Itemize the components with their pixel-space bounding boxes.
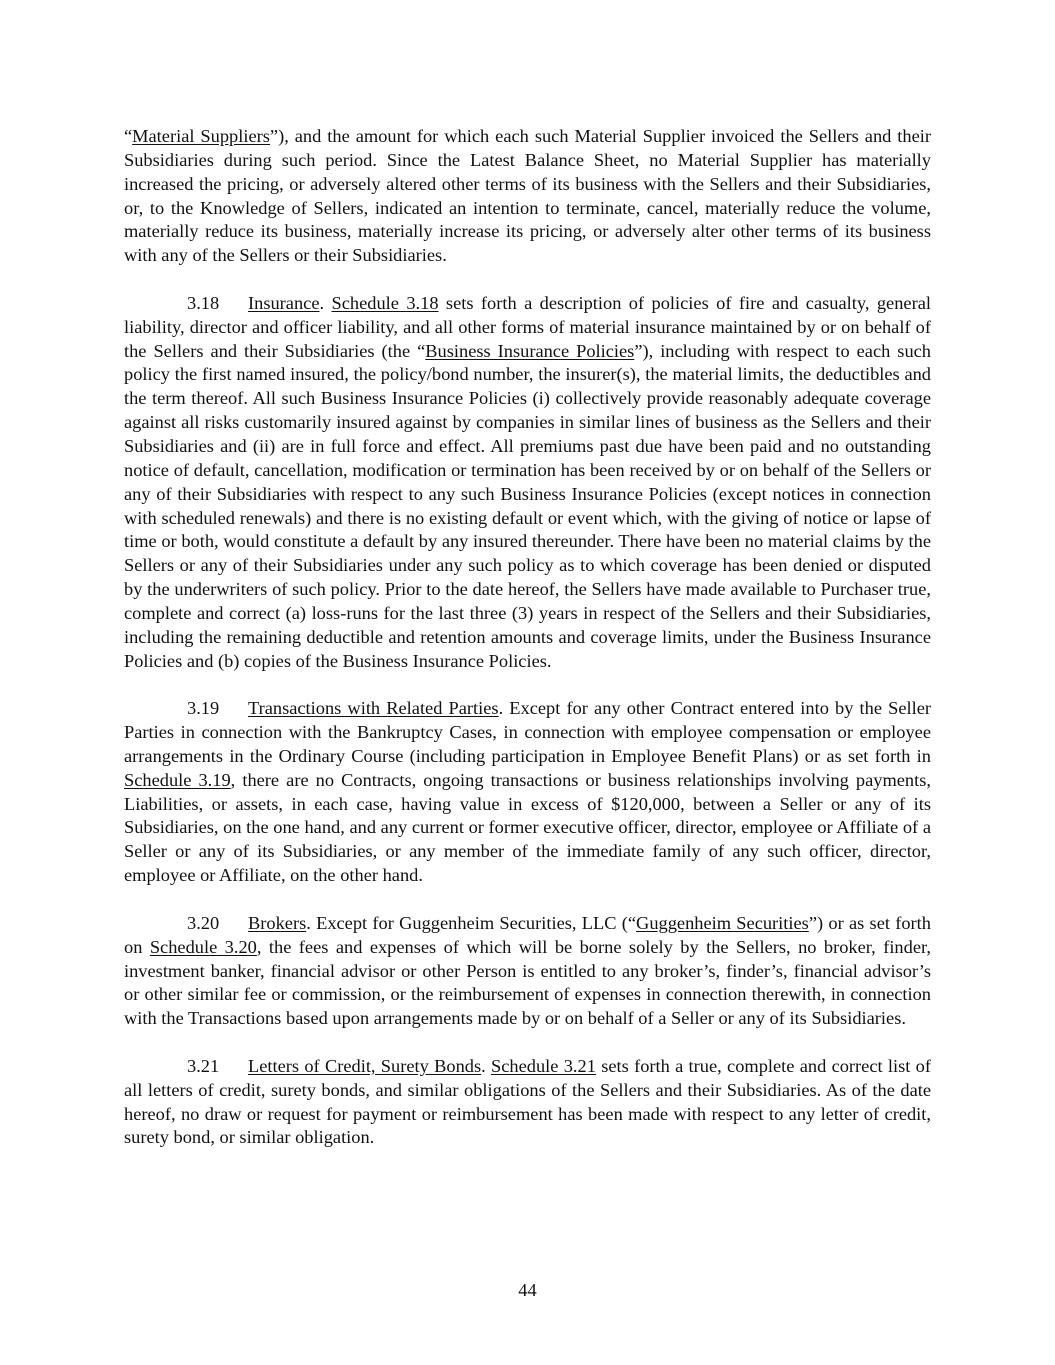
section-text: ”), including with respect to each such policy the first named insured, the policy/bond number, the insurer(s), the material limits, the deductibles and the term thereof. All such Business Insurance Policies (i) collectively provide reasonably adequate coverage against all risks customarily insured against by companies in similar lines of business as the Sellers and their Subsidiaries and (ii) are in full force and effect. All premiums past due have been paid and no outstanding notice of default, cancellation, modification or termination has been received by or on behalf of the Sellers or any of their Subsidiaries with respect to any such Business Insurance Policies (except notices in connection with scheduled renewals) and there is no existing default or event which, with the giving of notice or lapse of time or both, would constitute a default by any insured thereunder. There have been no material claims by the Sellers or any of their Subsidiaries under any such policy as to which coverage has been denied or disputed by the underwriters of such policy. Prior to the date hereof, the Sellers have made available to Purchaser true, complete and correct (a) loss-runs for the last three (3) years in respect of the Sellers and their Subsidiaries, including the remaining deductible and retention amounts and coverage limits, under the Business Insurance Policies and (b) copies of the Business Insurance Policies. (124, 340, 931, 671)
schedule-reference-3-20: Schedule 3.20 (149, 936, 257, 957)
schedule-reference-3-18: Schedule 3.18 (331, 292, 439, 313)
section-text: . (319, 292, 332, 313)
section-3-19 (124, 697, 931, 888)
section-3-21 (124, 1055, 931, 1150)
section-3-18 (124, 292, 931, 674)
page-number: 44 (518, 1280, 537, 1300)
section-heading-insurance: Insurance (248, 292, 320, 313)
schedule-reference-3-21: Schedule 3.21 (491, 1055, 596, 1076)
open-quote: “ (124, 126, 133, 146)
document-page (124, 125, 931, 1174)
defined-term-business-insurance-policies: Business Insurance Policies (425, 340, 635, 361)
section-heading-related-parties: Transactions with Related Parties (248, 698, 499, 719)
section-text: , there are no Contracts, ongoing transactions or business relationships involving payments, Liabilities, or assets, in each case, having value in excess of $120,000, between a Seller or any of its Subsidiaries, on the one hand, and any current or former executive officer, director, employee or Affiliate of a Seller or any of its Subsidiaries, or any member of the immediate family of any such officer, director, employee or Affiliate, on the other hand. (124, 769, 931, 886)
paragraph-material-suppliers (124, 125, 931, 268)
section-3-20 (124, 912, 931, 1031)
section-number: 3.19 (187, 698, 220, 719)
section-text: . (481, 1055, 492, 1076)
defined-term-guggenheim-securities: Guggenheim Securities (636, 912, 809, 933)
section-heading-letters-of-credit: Letters of Credit, Surety Bonds (248, 1055, 482, 1076)
section-text: ”) or as set forth on (124, 912, 931, 957)
defined-term-material-suppliers: Material Suppliers (132, 126, 270, 146)
schedule-reference-3-19: Schedule 3.19 (124, 769, 231, 790)
section-number: 3.21 (187, 1055, 220, 1076)
paragraph-text: ”), and the amount for which each such Material Supplier invoiced the Sellers and their Subsidiaries during such period. Since the Latest Balance Sheet, no Material Supplier has materially increased the pricing, or adversely altered other terms of its business with the Sellers and their Subsidiaries, or, to the Knowledge of Sellers, indicated an intention to terminate, cancel, materially reduce the volume, materially reduce its business, materially increase its pricing, or adversely alter other terms of its business with any of the Sellers or their Subsidiaries. (124, 126, 931, 266)
section-number: 3.20 (187, 912, 220, 933)
section-text: sets forth a description of policies of fire and casualty, general liability, director and officer liability, and all other forms of material insurance maintained by or on behalf of the Sellers and their Subsidiaries (the “ (124, 292, 931, 361)
section-text: , the fees and expenses of which will be borne solely by the Sellers, no broker, finder, investment banker, financial advisor or other Person is entitled to any broker’s, finder’s, financial advisor’s or other similar fee or commission, or the reimbursement of expenses in connection therewith, in connection with the Transactions based upon arrangements made by or on behalf of a Seller or any of its Subsidiaries. (124, 936, 931, 1029)
section-text: sets forth a true, complete and correct list of all letters of credit, surety bonds, and similar obligations of the Sellers and their Subsidiaries. As of the date hereof, no draw or request for payment or reimbursement has been made with respect to any letter of credit, surety bond, or similar obligation. (124, 1055, 931, 1148)
section-text: . Except for any other Contract entered into by the Seller Parties in connection with the Bankruptcy Cases, in connection with employee compensation or employee arrangements in the Ordinary Course (including participation in Employee Benefit Plans) or as set forth in (124, 698, 931, 766)
section-heading-brokers: Brokers (248, 912, 307, 933)
section-text: . Except for Guggenheim Securities, LLC (“ (306, 912, 637, 933)
section-number: 3.18 (187, 292, 220, 313)
